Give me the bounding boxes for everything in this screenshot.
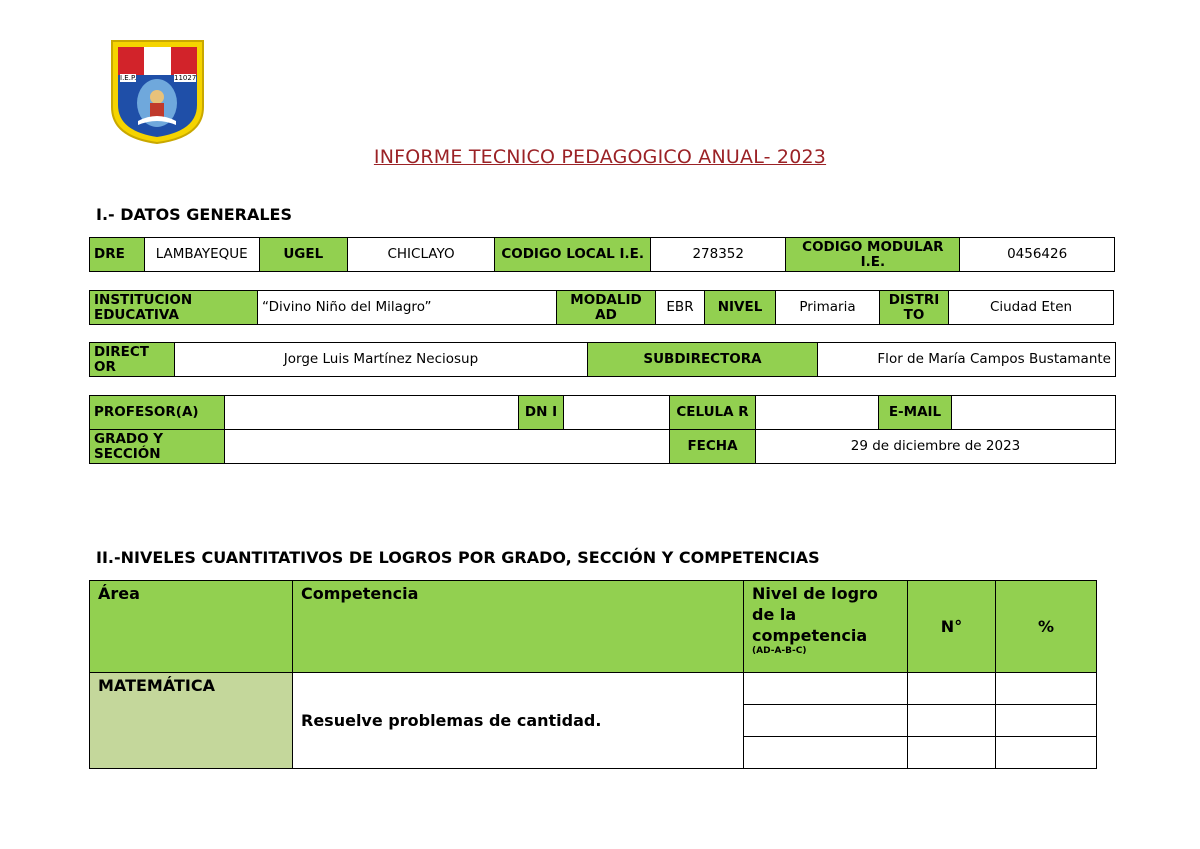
nivel-cell: [744, 737, 908, 769]
school-logo: [108, 37, 207, 145]
dni-label: DN I: [519, 396, 564, 430]
dre-label: DRE: [90, 238, 145, 272]
porcentaje-cell: [996, 705, 1097, 737]
grado-value: [225, 430, 670, 464]
datos-row4-table: [89, 395, 1116, 464]
numero-cell: [908, 673, 996, 705]
email-value: [952, 396, 1116, 430]
area-matematica: MATEMÁTICA: [90, 673, 293, 769]
datos-row3-table: [89, 342, 1116, 377]
ugel-label: UGEL: [259, 238, 347, 272]
subdirectora-value: Flor de María Campos Bustamante: [818, 343, 1116, 377]
email-label: E-MAIL: [879, 396, 952, 430]
celular-label: CELULA R: [670, 396, 756, 430]
codigo-local-value: 278352: [650, 238, 785, 272]
director-label: DIRECT OR: [90, 343, 175, 377]
header-nivel-logro: [744, 581, 908, 673]
porcentaje-cell: [996, 737, 1097, 769]
profesor-value: [225, 396, 519, 430]
document-title: INFORME TECNICO PEDAGOGICO ANUAL- 2023: [373, 146, 827, 168]
codigo-modular-value: 0456426: [960, 238, 1115, 272]
datos-row2-table: [89, 290, 1114, 325]
subdirectora-label: SUBDIRECTORA: [588, 343, 818, 377]
header-numero: N°: [908, 581, 996, 673]
dni-value: [564, 396, 670, 430]
director-value: Jorge Luis Martínez Neciosup: [175, 343, 588, 377]
porcentaje-cell: [996, 673, 1097, 705]
section2-heading: II.-NIVELES CUANTITATIVOS DE LOGROS POR GRADO, SECCIÓN Y COMPETENCIAS: [96, 548, 820, 567]
nivel-cell: [744, 705, 908, 737]
nivel-value: Primaria: [776, 291, 880, 325]
codigo-modular-label: CODIGO MODULAR I.E.: [786, 238, 960, 272]
celular-value: [756, 396, 879, 430]
grado-label: GRADO Y SECCIÓN: [90, 430, 225, 464]
modalidad-value: EBR: [656, 291, 705, 325]
ugel-value: CHICLAYO: [347, 238, 495, 272]
logros-table: [89, 580, 1097, 769]
profesor-label: PROFESOR(A): [90, 396, 225, 430]
section1-heading: I.- DATOS GENERALES: [96, 205, 293, 224]
institucion-label: INSTITUCION EDUCATIVA: [90, 291, 258, 325]
nivel-cell: [744, 673, 908, 705]
distrito-value: Ciudad Eten: [949, 291, 1114, 325]
logo-text-left: I.E.P.: [120, 74, 137, 82]
distrito-label: DISTRI TO: [880, 291, 949, 325]
header-area: Área: [90, 581, 293, 673]
header-nivel-sub: (AD-A-B-C): [752, 646, 807, 656]
modalidad-label: MODALID AD: [557, 291, 656, 325]
nivel-label: NIVEL: [705, 291, 776, 325]
header-nivel-text: Nivel de logro de la competencia: [752, 584, 878, 645]
header-porcentaje: %: [996, 581, 1097, 673]
institucion-value: “Divino Niño del Milagro”: [258, 291, 557, 325]
competencia-cantidad: Resuelve problemas de cantidad.: [293, 673, 744, 769]
fecha-label: FECHA: [670, 430, 756, 464]
fecha-value: 29 de diciembre de 2023: [756, 430, 1116, 464]
numero-cell: [908, 705, 996, 737]
table-row: [90, 673, 1097, 705]
numero-cell: [908, 737, 996, 769]
header-competencia: Competencia: [293, 581, 744, 673]
logo-text-right: 11027: [174, 74, 197, 82]
codigo-local-label: CODIGO LOCAL I.E.: [495, 238, 651, 272]
dre-value: LAMBAYEQUE: [144, 238, 259, 272]
datos-row1-table: [89, 237, 1115, 272]
